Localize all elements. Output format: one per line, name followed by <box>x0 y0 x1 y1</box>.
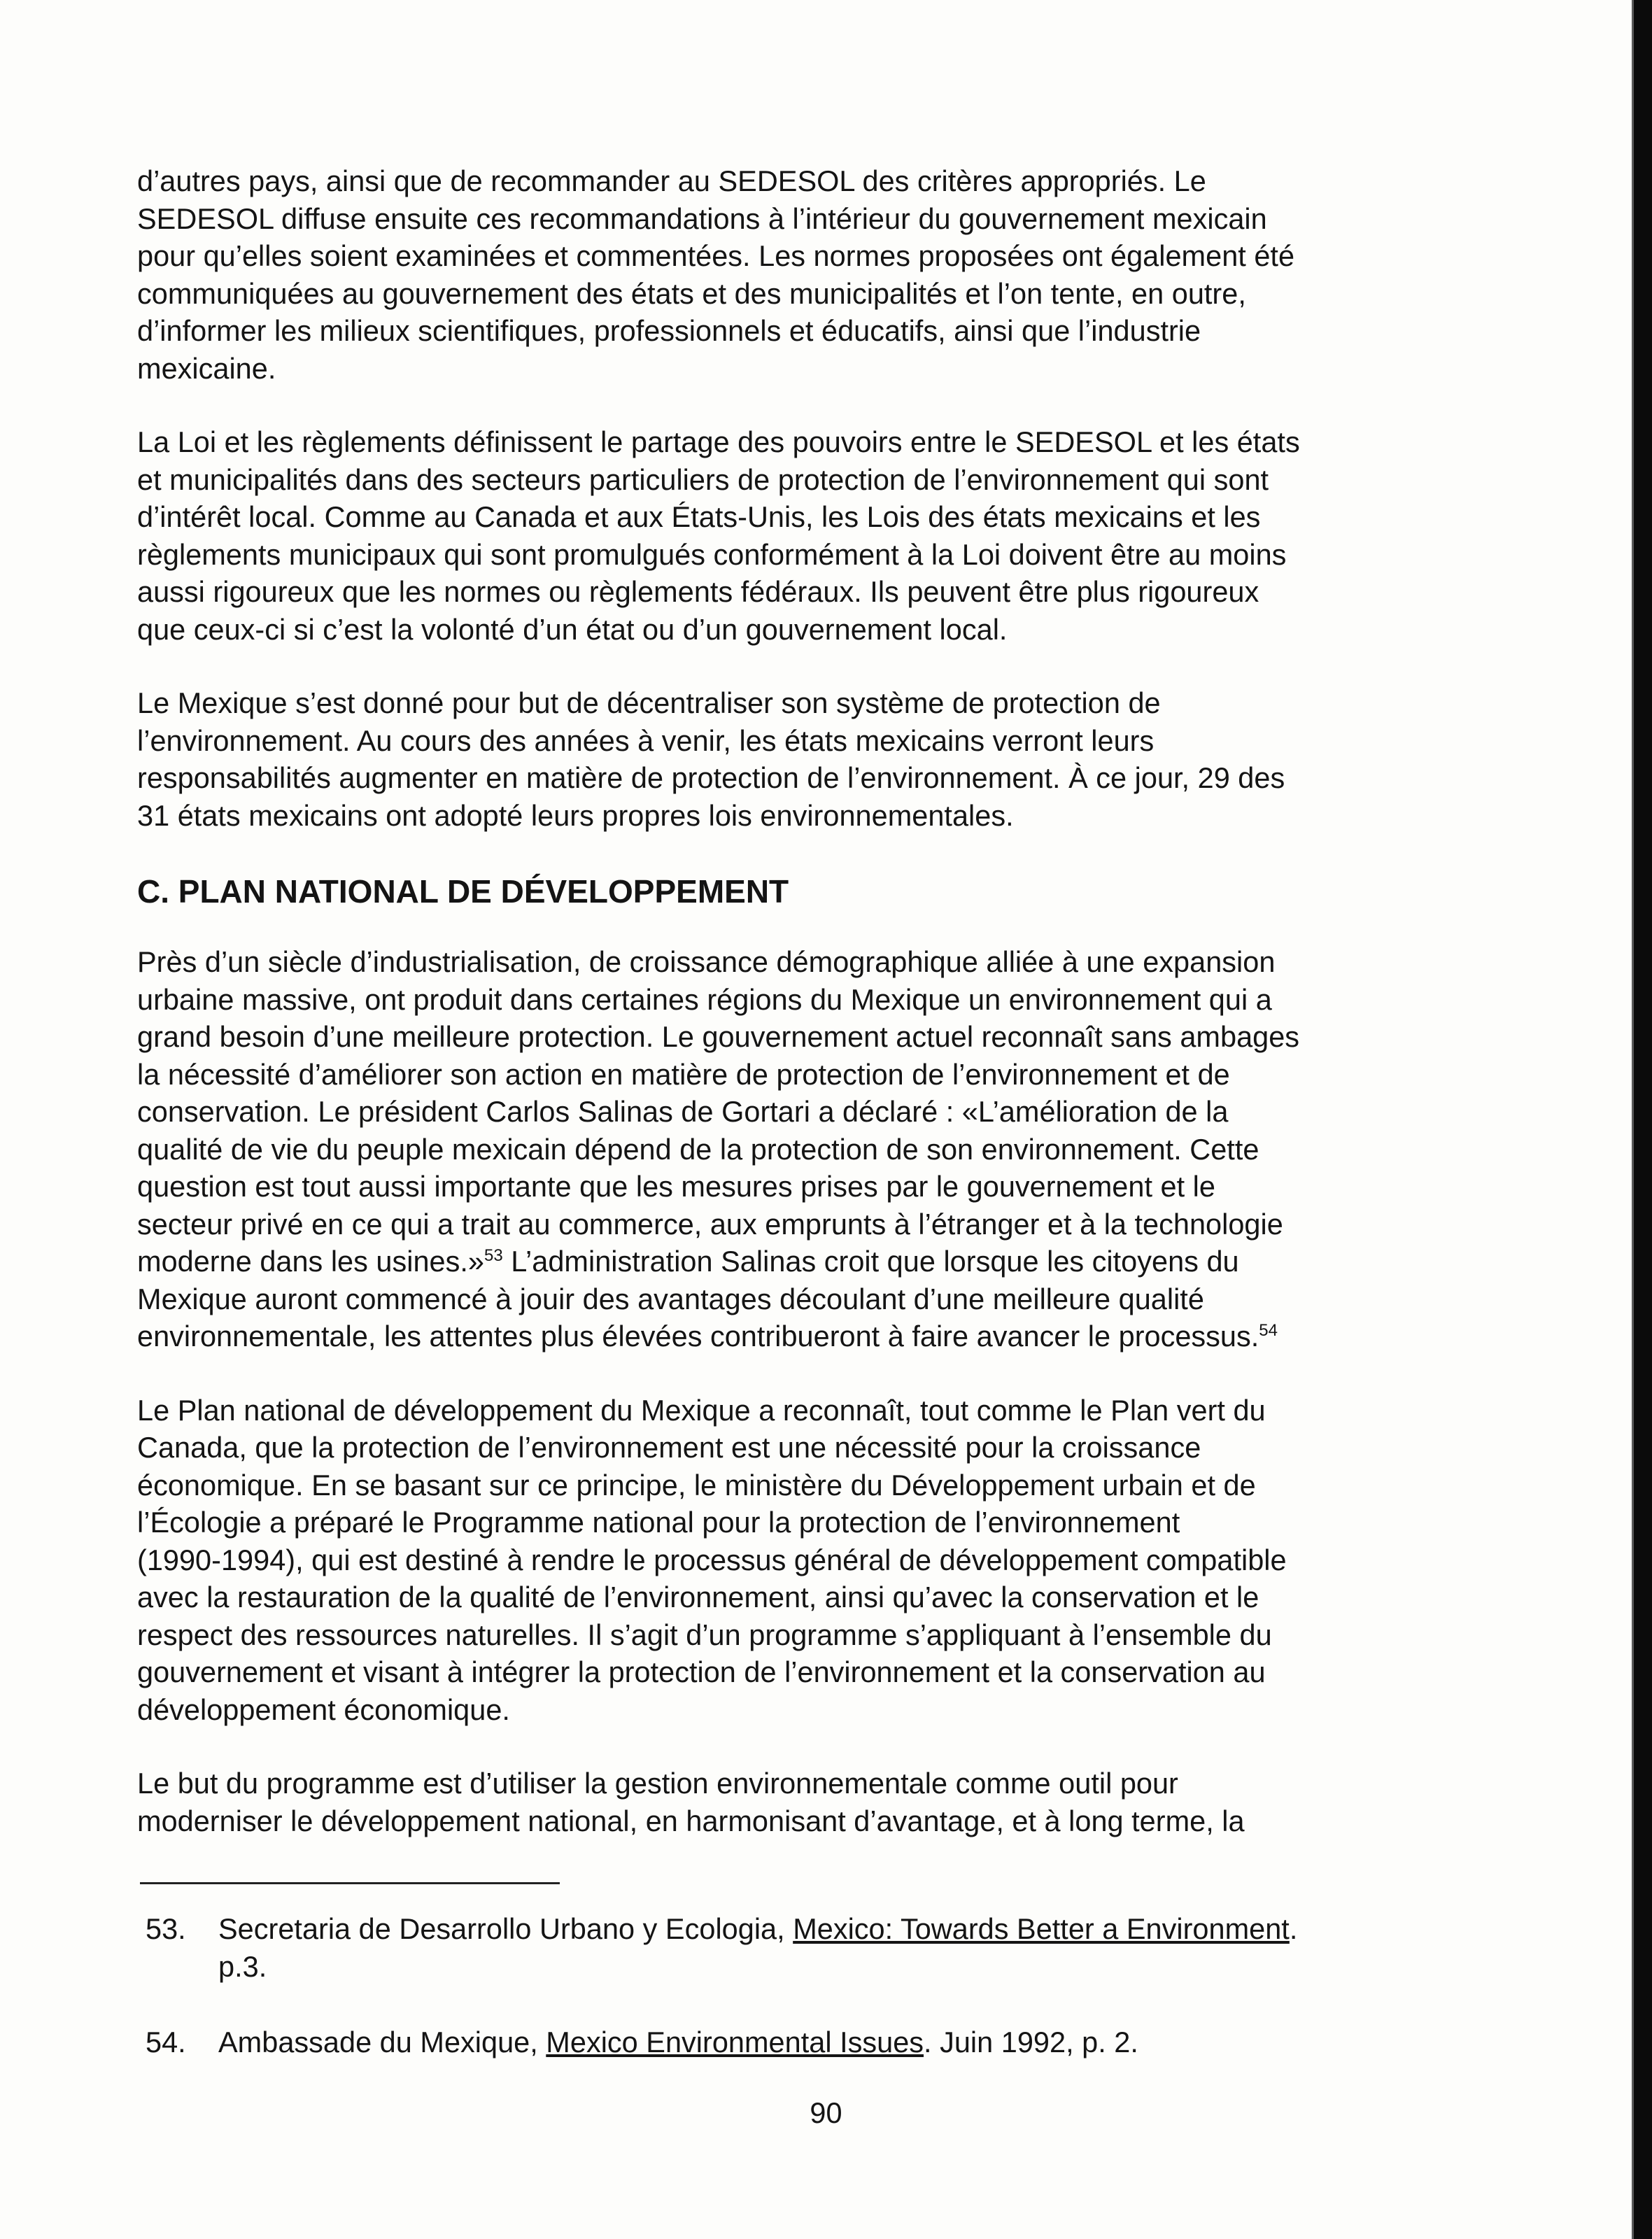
footnote-53 <box>146 1910 1475 1986</box>
footnote-number: 54. <box>146 2026 186 2058</box>
text-line: d’intérêt local. Comme au Canada et aux États-Unis, les Lois des états mexicains et les <box>137 500 1261 533</box>
text-line: responsabilités augmenter en matière de protection de l’environnement. À ce jour, 29 des <box>137 761 1285 794</box>
text-line: développement économique. <box>137 1693 510 1726</box>
text-line: respect des ressources naturelles. Il s’agit d’un programme s’appliquant à l’ensemble du <box>137 1618 1272 1651</box>
footnote-line <box>218 1910 1475 1948</box>
text-line: Le Plan national de développement du Mexique a reconnaît, tout comme le Plan vert du <box>137 1393 1266 1427</box>
footnote-ref-53[interactable]: 53 <box>484 1246 503 1266</box>
text-line: aussi rigoureux que les normes ou règlements fédéraux. Ils peuvent être plus rigoureux <box>137 575 1259 608</box>
text-line: pour qu’elles soient examinées et commentées. Les normes proposées ont également été <box>137 239 1295 272</box>
text-line: avec la restauration de la qualité de l’environnement, ainsi qu’avec la conservation et le <box>137 1581 1259 1613</box>
text-line: conservation. Le président Carlos Salinas de Gortari a déclaré : «L’amélioration de la <box>137 1095 1229 1128</box>
text-segment: moderne dans les usines.» <box>137 1245 484 1278</box>
text-line: secteur privé en ce qui a trait au commerce, aux emprunts à l’étranger et à la technologie <box>137 1207 1283 1241</box>
footnote-ref-54[interactable]: 54 <box>1259 1321 1278 1341</box>
main-text <box>137 162 1488 1876</box>
paragraph-sedesol-recommendations <box>137 162 1488 387</box>
text-line: Mexique auront commencé à jouir des avantages découlant d’une meilleure qualité <box>137 1282 1204 1315</box>
text-line: 31 états mexicains ont adopté leurs propres lois environnementales. <box>137 798 1014 832</box>
scan-edge <box>1634 0 1652 2239</box>
footnote-line <box>218 2023 1475 2061</box>
text-line: que ceux-ci si c’est la volonté d’un état ou d’un gouvernement local. <box>137 612 1008 646</box>
footnote-author: Ambassade du Mexique, <box>218 2026 546 2058</box>
text-line: et municipalités dans des secteurs particuliers de protection de l’environnement qui sont <box>137 462 1269 496</box>
text-line: SEDESOL diffuse ensuite ces recommandations à l’intérieur du gouvernement mexicain <box>137 202 1267 235</box>
text-line: règlements municipaux qui sont promulgués conformément à la Loi doivent être au moins <box>137 537 1287 571</box>
footnote-line: p.3. <box>218 1950 267 1983</box>
footnote-54 <box>146 2023 1475 2061</box>
text-line: gouvernement et visant à intégrer la protection de l’environnement et la conservation au <box>137 1655 1266 1688</box>
paragraph-powers-division <box>137 423 1488 648</box>
text-line: question est tout aussi importante que les mesures prises par le gouvernement et le <box>137 1170 1215 1203</box>
text-line: grand besoin d’une meilleure protection. Le gouvernement actuel reconnaît sans ambages <box>137 1020 1300 1053</box>
page-number: 90 <box>810 2096 842 2129</box>
text-line: l’environnement. Au cours des années à venir, les états mexicains verront leurs <box>137 723 1155 757</box>
text-line-with-footnote-ref <box>137 1318 1488 1355</box>
footnote-rest: . Juin 1992, p. 2. <box>924 2026 1138 2058</box>
text-line: moderniser le développement national, en harmonisant d’avantage, et à long terme, la <box>137 1804 1245 1837</box>
paragraph-industrialization <box>137 943 1488 1355</box>
text-line: Près d’un siècle d’industrialisation, de croissance démographique alliée à une expansion <box>137 945 1276 978</box>
text-line: la nécessité d’améliorer son action en matière de protection de l’environnement et de <box>137 1057 1230 1091</box>
text-line: d’autres pays, ainsi que de recommander au SEDESOL des critères appropriés. Le <box>137 164 1206 197</box>
text-line: mexicaine. <box>137 351 276 385</box>
text-line: (1990-1994), qui est destiné à rendre le processus général de développement compatible <box>137 1543 1287 1576</box>
text-line: urbaine massive, ont produit dans certaines régions du Mexique un environnement qui a <box>137 982 1272 1016</box>
footnote-separator <box>140 1882 560 1884</box>
paragraph-national-plan <box>137 1392 1488 1729</box>
text-line: d’informer les milieux scientifiques, professionnels et éducatifs, ainsi que l’industrie <box>137 314 1201 347</box>
text-line: Canada, que la protection de l’environnement est une nécessité pour la croissance <box>137 1431 1201 1464</box>
text-line: économique. En se basant sur ce principe, le ministère du Développement urbain et de <box>137 1468 1256 1502</box>
footnote-author: Secretaria de Desarrollo Urbano y Ecologia, <box>218 1912 793 1945</box>
text-line: Le but du programme est d’utiliser la gestion environnementale comme outil pour <box>137 1767 1178 1800</box>
footnote-number: 53. <box>146 1912 186 1945</box>
footnote-title: Mexico Environmental Issues <box>546 2026 924 2058</box>
footnote-rest: . <box>1289 1912 1298 1945</box>
text-line: Le Mexique s’est donné pour but de décentraliser son système de protection de <box>137 686 1161 719</box>
paragraph-decentralization <box>137 684 1488 834</box>
footnote-title: Mexico: Towards Better a Environment <box>793 1912 1290 1945</box>
footnotes <box>146 1910 1475 2099</box>
section-heading: C. PLAN NATIONAL DE DÉVELOPPEMENT <box>137 873 789 910</box>
text-line: La Loi et les règlements définissent le partage des pouvoirs entre le SEDESOL et les états <box>137 425 1300 458</box>
text-line: communiquées au gouvernement des états et des municipalités et l’on tente, en outre, <box>137 276 1246 310</box>
text-line: l’Écologie a préparé le Programme national pour la protection de l’environnement <box>137 1506 1180 1539</box>
text-line: qualité de vie du peuple mexicain dépend de la protection de son environnement. Cette <box>137 1132 1259 1166</box>
text-segment: environnementale, les attentes plus élevées contribueront à faire avancer le processus. <box>137 1320 1259 1352</box>
text-line-with-footnote-ref <box>137 1243 1488 1280</box>
text-segment: L’administration Salinas croit que lorsque les citoyens du <box>502 1245 1239 1278</box>
paragraph-program-goal <box>137 1765 1488 1839</box>
